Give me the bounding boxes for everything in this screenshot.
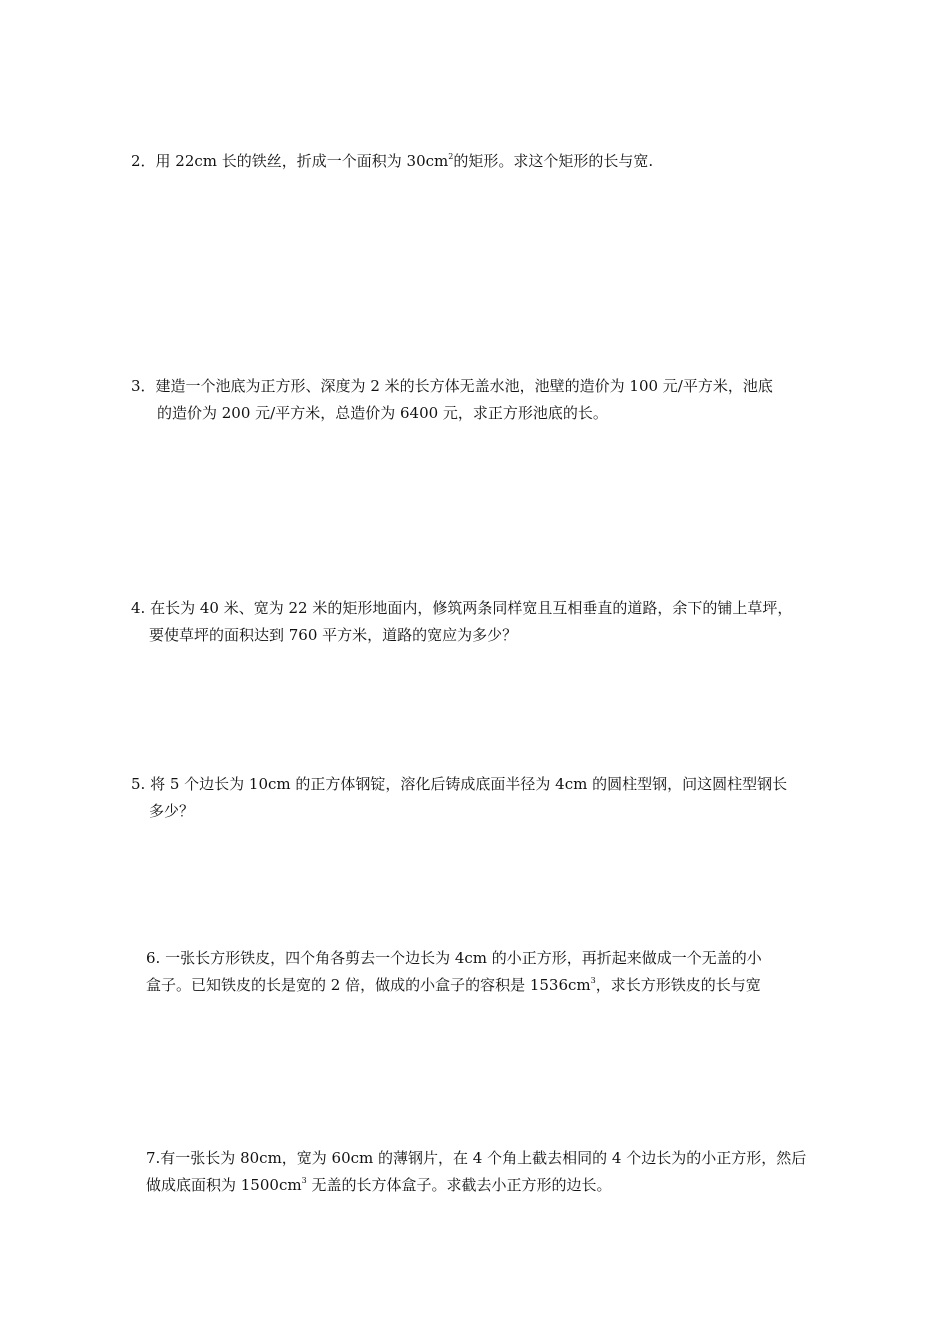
problem-2-text-a: 2．用 22cm 长的铁丝，折成一个面积为 30cm xyxy=(131,152,449,170)
problem-3 xyxy=(131,373,773,427)
problem-4-line-1: 4. 在长为 40 米、宽为 22 米的矩形地面内，修筑两条同样宽且互相垂直的道路，余下的铺上草坪， xyxy=(131,599,793,617)
problem-5-line-1: 5. 将 5 个边长为 10cm 的正方体钢锭，溶化后铸成底面半径为 4cm 的圆柱型钢，问这圆柱型钢长 xyxy=(131,775,788,793)
problem-4 xyxy=(131,595,792,649)
problem-5 xyxy=(131,771,787,825)
problem-4-line-2: 要使草坪的面积达到 760 平方米，道路的宽应为多少？ xyxy=(149,626,518,644)
problem-6-text-a: 盒子。已知铁皮的长是宽的 2 倍，做成的小盒子的容积是 1536cm xyxy=(146,976,591,994)
problem-6-superscript: 3 xyxy=(590,976,596,985)
problem-6-line-1: 6. 一张长方形铁皮，四个角各剪去一个边长为 4cm 的小正方形，再折起来做成一个无盖的小 xyxy=(146,949,762,967)
problem-3-line-2: 的造价为 200 元/平方米，总造价为 6400 元，求正方形池底的长。 xyxy=(157,404,608,422)
problem-2 xyxy=(131,148,653,175)
problem-7-line-1: 7.有一张长为 80cm，宽为 60cm 的薄钢片，在 4 个角上截去相同的 4 个边长为的小正方形，然后 xyxy=(146,1149,807,1167)
problem-6-text-b: ，求长方形铁皮的长与宽 xyxy=(595,976,761,994)
problem-7 xyxy=(146,1145,806,1199)
problem-6-line-2 xyxy=(146,972,762,999)
problem-7-text-b: 无盖的长方体盒子。求截去小正方形的边长。 xyxy=(306,1176,612,1194)
problem-5-line-2: 多少？ xyxy=(149,802,195,820)
problem-2-superscript: 2 xyxy=(448,152,454,161)
problem-7-line-2 xyxy=(146,1172,806,1199)
problem-2-text-b: 的矩形。求这个矩形的长与宽. xyxy=(453,152,654,170)
problem-6 xyxy=(146,945,762,999)
problem-7-superscript: 3 xyxy=(301,1176,307,1185)
problem-7-text-a: 做成底面积为 1500cm xyxy=(146,1176,302,1194)
problem-2-line-1 xyxy=(131,148,653,175)
problem-3-line-1: 3．建造一个池底为正方形、深度为 2 米的长方体无盖水池，池壁的造价为 100 元/平方米，池底 xyxy=(131,377,773,395)
